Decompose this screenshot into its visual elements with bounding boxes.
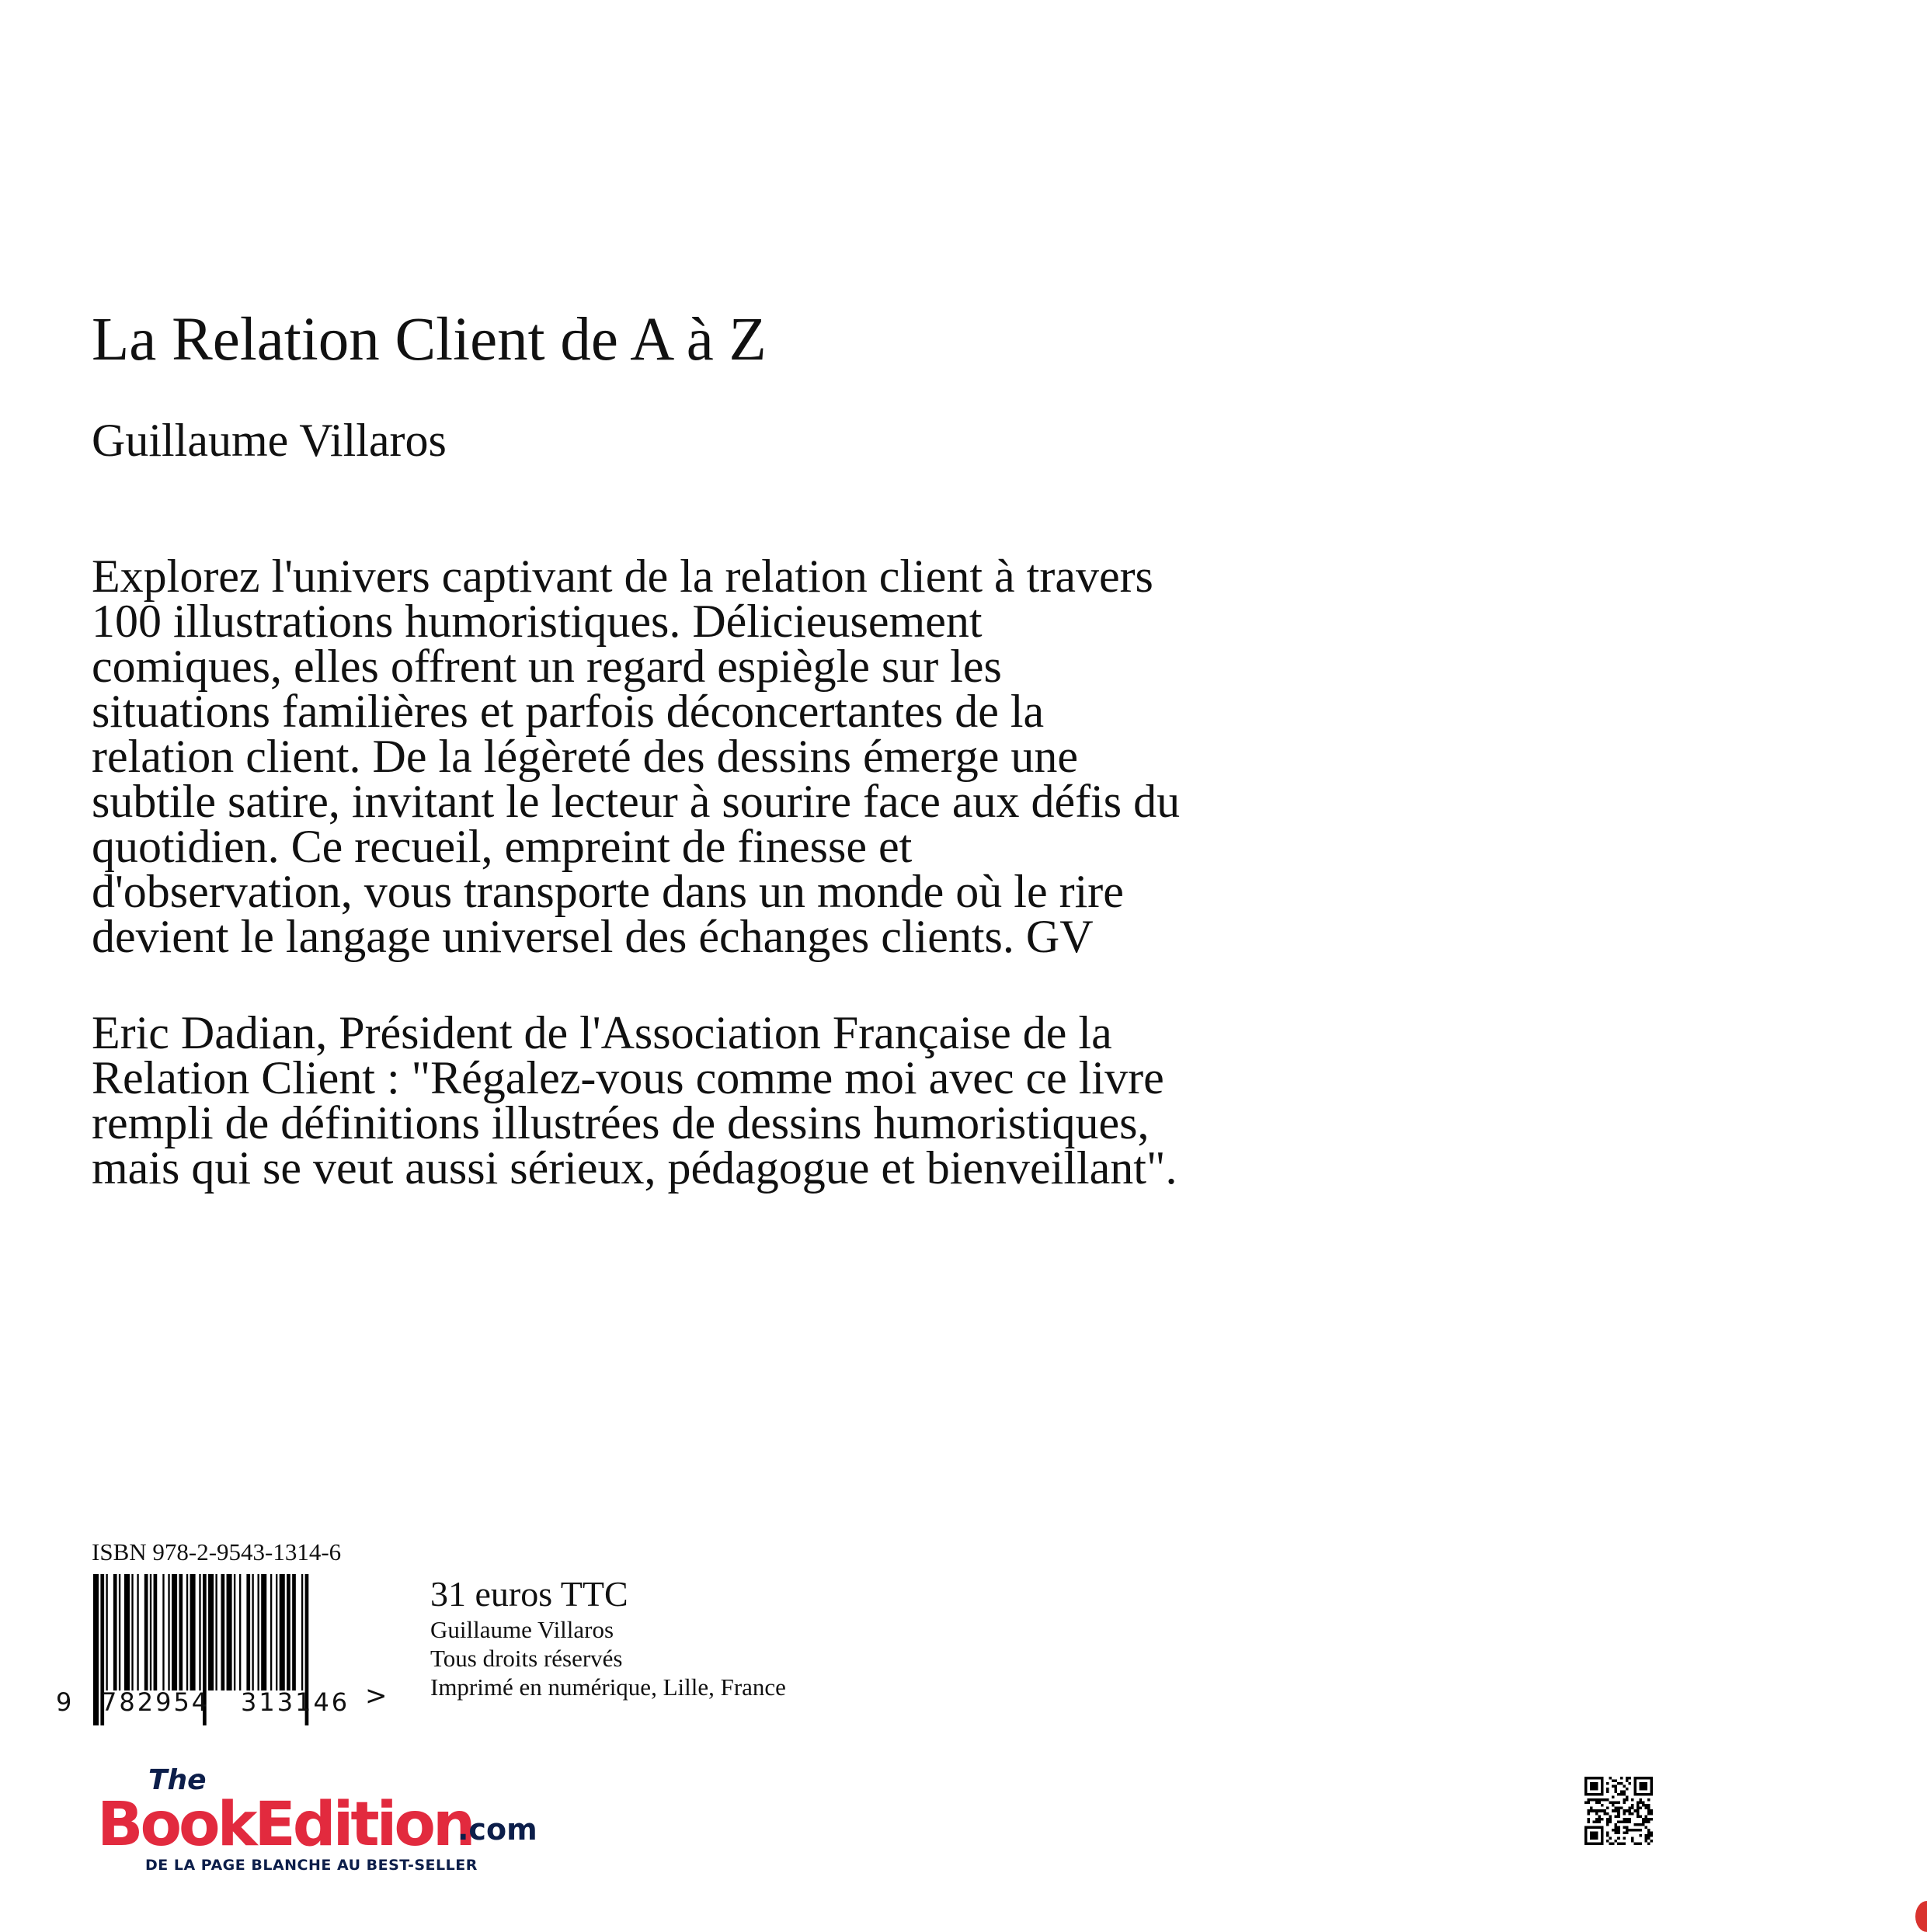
barcode-bar [179,1574,183,1690]
barcode-bar [227,1574,232,1690]
barcode-bar [113,1574,117,1690]
barcode-bar [261,1574,266,1690]
blurb-line: devient le langage universel des échanges clients. GV [92,911,1094,962]
price: 31 euros TTC [430,1574,628,1614]
barcode-bar [221,1574,225,1690]
barcode-digits [0,1680,388,1718]
quote-line: mais qui se veut aussi sérieux, pédagogue et bienveillant". [92,1142,1177,1194]
blurb-line: situations familières et parfois déconcertantes de la [92,686,1045,737]
quote-line: rempli de définitions illustrées de dessins humoristiques, [92,1097,1150,1148]
book-author: Guillaume Villaros [92,415,447,466]
barcode-left-digits: 782954 [101,1687,210,1717]
logo-domain: .com [457,1812,537,1847]
rights-line: Tous droits réservés [430,1645,623,1672]
barcode-bar [246,1574,250,1690]
barcode-bar [186,1574,188,1690]
blurb-line: quotidien. Ce recueil, empreint de finesse et [92,821,913,872]
barcode-bar [144,1574,148,1690]
barcode-bar [106,1574,107,1690]
barcode-bar [276,1574,277,1690]
logo-the: The [148,1764,207,1796]
colophon-info [430,1615,786,1701]
barcode-bar [190,1574,196,1690]
barcode-bar [270,1574,272,1690]
printed-line: Imprimé en numérique, Lille, France [430,1673,786,1701]
logo-tagline: DE LA PAGE BLANCHE AU BEST-SELLER [145,1857,478,1874]
isbn-label: ISBN 978-2-9543-1314-6 [92,1538,342,1565]
barcode-bar [168,1574,169,1690]
barcode-bar [199,1574,200,1690]
barcode-bar [154,1574,158,1690]
blurb-line: relation client. De la légèreté des dessins émerge une [92,731,1079,782]
quote-line: Eric Dadian, Président de l'Association Française de la [92,1007,1112,1058]
quote-line: Relation Client : "Régalez-vous comme moi avec ce livre [92,1052,1164,1103]
barcode-bar [124,1574,130,1690]
barcode-bar [137,1574,138,1690]
qr-code-icon [1584,1777,1653,1845]
barcode-bar [131,1574,133,1690]
corner-mark [1915,1901,1927,1932]
barcode-bar [150,1574,151,1690]
barcode-bar [172,1574,177,1690]
book-blurb [92,551,1474,962]
blurb-line: 100 illustrations humoristiques. Délicieusement [92,596,983,647]
barcode-bar [301,1574,303,1690]
barcode-quiet-mark: > [365,1680,388,1711]
barcode-bar [258,1574,259,1690]
barcode-bar [119,1574,120,1690]
barcode-bar [162,1574,164,1690]
bookedition-logo [97,1764,555,1875]
blurb-line: Explorez l'univers captivant de la relation client à travers [92,551,1153,602]
barcode-bar [215,1574,217,1690]
book-title: La Relation Client de A à Z [92,306,767,374]
blurb-line: d'observation, vous transporte dans un monde où le rire [92,866,1124,917]
barcode-bar [252,1574,253,1690]
blurb-line: subtile satire, invitant le lecteur à sourire face aux défis du [92,776,1181,827]
blurb-line: comiques, elles offrent un regard espiègle sur les [92,641,1002,692]
barcode-bar [234,1574,235,1690]
endorsement-quote [92,1007,1474,1194]
barcode-bar [208,1574,214,1690]
logo-wordmark: BookEdition [97,1790,473,1860]
barcode-right-digits: 313146 [241,1687,350,1717]
barcode-bar [292,1574,296,1690]
publisher-line: Guillaume Villaros [430,1616,614,1643]
barcode-first-digit: 9 [56,1687,72,1717]
barcode-bar [280,1574,285,1690]
barcode-bar [239,1574,241,1690]
barcode-bar [287,1574,290,1690]
